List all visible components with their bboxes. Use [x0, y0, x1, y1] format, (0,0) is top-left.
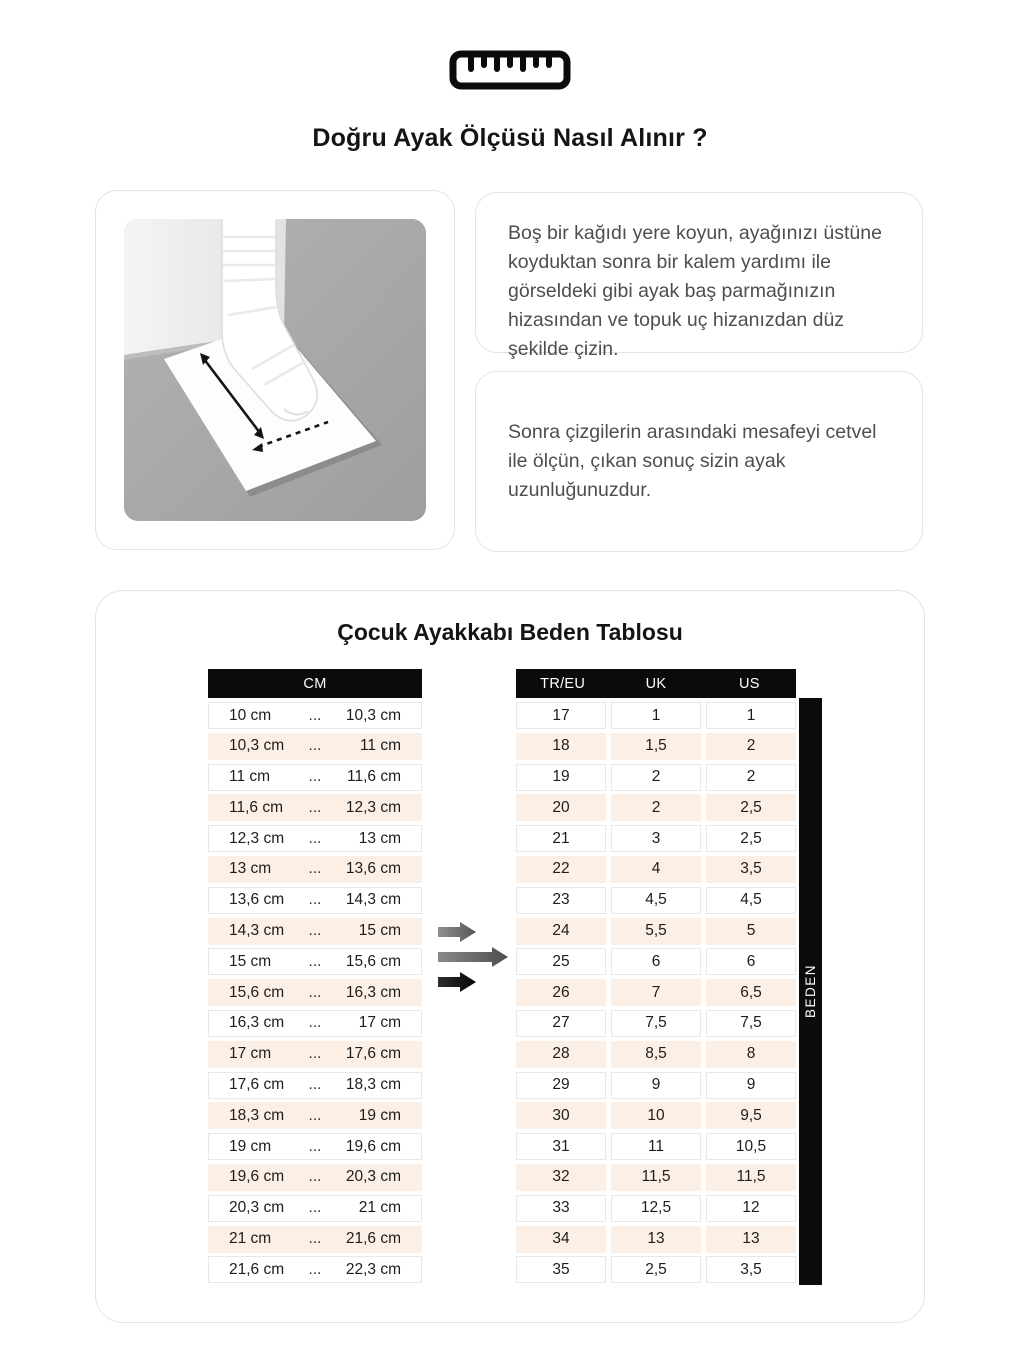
cm-table-cell: ...	[308, 922, 322, 940]
cm-table-cell: ...	[308, 983, 322, 1001]
cm-table-cell: 22,3 cm	[345, 1260, 401, 1278]
cm-table-row	[208, 1226, 422, 1253]
size-table-cell: 24	[516, 918, 606, 945]
cm-table-cell: 20,3 cm	[345, 1168, 401, 1186]
cm-table	[208, 669, 422, 1283]
cm-table-row	[208, 1041, 422, 1068]
cm-table-cell: 19,6 cm	[229, 1168, 285, 1186]
cm-table-cell: ...	[308, 1260, 322, 1278]
size-table-cell: 2,5	[706, 825, 796, 852]
size-table-cell: 18	[516, 733, 606, 760]
cm-table-cell: 20,3 cm	[229, 1199, 285, 1217]
cm-table-cell: 10 cm	[229, 706, 272, 724]
cm-table-cell: ...	[308, 891, 322, 909]
cm-table-row	[208, 1133, 422, 1160]
cm-table-row	[208, 1164, 422, 1191]
cm-table-row	[208, 979, 422, 1006]
cm-table-cell: 13,6 cm	[229, 891, 285, 909]
cm-table-cell: 21 cm	[229, 1230, 272, 1248]
cm-table-cell: 17 cm	[229, 1045, 272, 1063]
size-table-cell: 3	[611, 825, 701, 852]
cm-table-cell: ...	[308, 706, 322, 724]
size-table-cell: 32	[516, 1164, 606, 1191]
cm-table-cell: 13 cm	[229, 860, 272, 878]
cm-table-cell: 21 cm	[358, 1199, 401, 1217]
cm-table-cell: 15 cm	[358, 922, 401, 940]
cm-table-rows	[208, 702, 422, 1283]
foot-measurement-photo-card	[95, 190, 455, 550]
cm-table-cell: ...	[308, 952, 322, 970]
cm-table-cell: ...	[308, 1106, 322, 1124]
cm-table-cell: 11 cm	[229, 768, 271, 786]
cm-table-row	[208, 887, 422, 914]
cm-table-cell: ...	[308, 768, 322, 786]
cm-table-row	[208, 764, 422, 791]
cm-table-cell: 21,6 cm	[345, 1230, 401, 1248]
cm-table-cell: ...	[308, 1076, 322, 1094]
cm-table-cell: 19 cm	[229, 1137, 272, 1155]
size-table-cell: 3,5	[706, 1256, 796, 1283]
size-table-cell: 5,5	[611, 918, 701, 945]
beden-side-label: BEDEN	[803, 964, 818, 1019]
instruction-step1-card	[475, 192, 923, 360]
size-table-cell: 22	[516, 856, 606, 883]
size-table-cell: 1,5	[611, 733, 701, 760]
size-table-cell: 34	[516, 1226, 606, 1253]
cm-table-cell: ...	[308, 1230, 322, 1248]
size-table-cell: 11,5	[611, 1164, 701, 1191]
page-title: Doğru Ayak Ölçüsü Nasıl Alınır ?	[312, 124, 708, 152]
cm-table-cell: ...	[308, 829, 322, 847]
cm-table-cell: 10,3 cm	[229, 737, 285, 755]
size-table-cell: 30	[516, 1102, 606, 1129]
size-table-cell: 11,5	[706, 1164, 796, 1191]
cm-table-cell: ...	[308, 1014, 322, 1032]
size-table-rows	[516, 702, 796, 1283]
size-table-cell: 2	[611, 764, 701, 791]
size-table-cell: 7	[611, 979, 701, 1006]
cm-table-cell: 19 cm	[358, 1106, 401, 1124]
cm-table-header: CM	[208, 669, 422, 698]
cm-table-cell: ...	[308, 798, 322, 816]
cm-table-cell: 10,3 cm	[345, 706, 401, 724]
cm-table-cell: ...	[308, 1199, 322, 1217]
size-table-header	[516, 669, 796, 698]
cm-table-row	[208, 1072, 422, 1099]
cm-table-cell: 17,6 cm	[229, 1076, 285, 1094]
cm-table-cell: 18,3 cm	[229, 1106, 285, 1124]
cm-table-cell: ...	[308, 860, 322, 878]
cm-table-row	[208, 1256, 422, 1283]
size-table-cell: 2,5	[706, 794, 796, 821]
cm-table-cell: ...	[308, 737, 322, 755]
size-table-cell: 9	[611, 1072, 701, 1099]
size-table-cell: 2	[706, 733, 796, 760]
size-table-cell: 12	[706, 1195, 796, 1222]
beden-side-bar	[799, 698, 822, 1285]
cm-table-cell: 15 cm	[229, 952, 272, 970]
cm-table-cell: 21,6 cm	[229, 1260, 285, 1278]
foot-on-paper-image	[124, 219, 426, 521]
size-table-cell: 4	[611, 856, 701, 883]
cm-table-row	[208, 794, 422, 821]
size-table-cell: 27	[516, 1010, 606, 1037]
size-table-cell: 20	[516, 794, 606, 821]
size-table-cell: 8,5	[611, 1041, 701, 1068]
size-table-cell: 3,5	[706, 856, 796, 883]
ruler-icon	[0, 50, 1020, 90]
size-table-cell: 1	[611, 702, 701, 729]
size-table-cell: 25	[516, 948, 606, 975]
cm-table-cell: 11,6 cm	[229, 798, 283, 816]
cm-table-cell: ...	[308, 1168, 322, 1186]
instruction-step1-text: Boş bir kağıdı yere koyun, ayağınızı üstüne koyduktan sonra bir kalem yardımı ile görseldeki gibi ayak baş parmağınızın hizasından ve topuk uç hizanızdan düz şekilde çizin.	[508, 222, 882, 360]
size-table-cell: 13	[706, 1226, 796, 1253]
size-table-cell: 10	[611, 1102, 701, 1129]
cm-table-cell: 11,6 cm	[347, 768, 401, 786]
cm-table-cell: 15,6 cm	[345, 952, 401, 970]
size-table-cell: 8	[706, 1041, 796, 1068]
size-table-cell: 21	[516, 825, 606, 852]
size-table-cell: 19	[516, 764, 606, 791]
cm-table-row	[208, 948, 422, 975]
instruction-step2-card	[475, 371, 923, 552]
cm-table-cell: 17 cm	[358, 1014, 401, 1032]
size-table-cell: 6	[611, 948, 701, 975]
cm-table-row	[208, 825, 422, 852]
cm-table-cell: 18,3 cm	[345, 1076, 401, 1094]
cm-table-row	[208, 918, 422, 945]
cm-table-row	[208, 1195, 422, 1222]
size-table	[516, 669, 796, 1283]
size-table-header-uk: UK	[645, 675, 667, 692]
size-table-cell: 4,5	[706, 887, 796, 914]
cm-table-row	[208, 856, 422, 883]
size-table-cell: 6	[706, 948, 796, 975]
cm-table-row	[208, 1102, 422, 1129]
size-table-cell: 1	[706, 702, 796, 729]
cm-table-cell: 16,3 cm	[345, 983, 401, 1001]
size-table-header-us: US	[738, 675, 760, 692]
size-table-cell: 2,5	[611, 1256, 701, 1283]
cm-table-cell: 11 cm	[359, 737, 401, 755]
cm-table-cell: 15,6 cm	[229, 983, 285, 1001]
cm-table-cell: 16,3 cm	[229, 1014, 285, 1032]
cm-table-cell: 19,6 cm	[345, 1137, 401, 1155]
size-table-cell: 28	[516, 1041, 606, 1068]
size-chart-title: Çocuk Ayakkabı Beden Tablosu	[337, 619, 683, 645]
size-chart-card	[95, 590, 925, 1323]
size-table-cell: 35	[516, 1256, 606, 1283]
size-table-cell: 2	[611, 794, 701, 821]
cm-table-cell: 12,3 cm	[345, 798, 401, 816]
size-table-cell: 31	[516, 1133, 606, 1160]
size-table-cell: 23	[516, 887, 606, 914]
size-table-cell: 11	[611, 1133, 701, 1160]
size-table-cell: 5	[706, 918, 796, 945]
size-table-cell: 29	[516, 1072, 606, 1099]
cm-table-cell: 17,6 cm	[345, 1045, 401, 1063]
size-table-cell: 9	[706, 1072, 796, 1099]
cm-table-cell: ...	[308, 1137, 322, 1155]
cm-table-cell: ...	[308, 1045, 322, 1063]
cm-table-cell: 12,3 cm	[229, 829, 285, 847]
cm-table-cell: 13,6 cm	[345, 860, 401, 878]
size-table-cell: 17	[516, 702, 606, 729]
cm-table-cell: 13 cm	[358, 829, 401, 847]
size-table-cell: 6,5	[706, 979, 796, 1006]
cm-table-row	[208, 702, 422, 729]
size-table-cell: 7,5	[611, 1010, 701, 1037]
size-table-cell: 26	[516, 979, 606, 1006]
size-table-cell: 4,5	[611, 887, 701, 914]
size-table-cell: 12,5	[611, 1195, 701, 1222]
cm-table-cell: 14,3 cm	[345, 891, 401, 909]
conversion-arrows-icon	[436, 921, 512, 993]
instruction-step2-text: Sonra çizgilerin arasındaki mesafeyi cetvel ile ölçün, çıkan sonuç sizin ayak uzunluğunuzdur.	[508, 421, 877, 501]
size-table-header-treu: TR/EU	[540, 675, 586, 692]
size-table-cell: 33	[516, 1195, 606, 1222]
size-table-cell: 2	[706, 764, 796, 791]
cm-table-cell: 14,3 cm	[229, 922, 285, 940]
size-table-cell: 13	[611, 1226, 701, 1253]
cm-table-row	[208, 1010, 422, 1037]
cm-table-row	[208, 733, 422, 760]
size-table-cell: 7,5	[706, 1010, 796, 1037]
size-table-cell: 9,5	[706, 1102, 796, 1129]
size-table-cell: 10,5	[706, 1133, 796, 1160]
